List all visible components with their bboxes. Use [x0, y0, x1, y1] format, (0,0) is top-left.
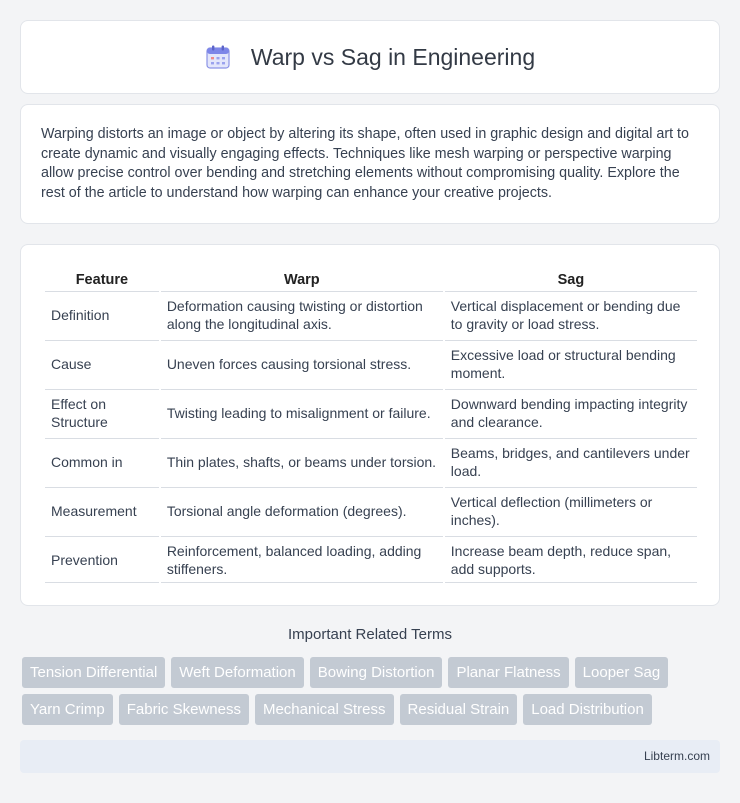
related-term-tag[interactable]: Yarn Crimp	[22, 694, 113, 725]
table-row	[45, 487, 697, 534]
header-warp: Warp	[283, 272, 320, 288]
table-row	[45, 536, 697, 583]
related-term-tag[interactable]: Bowing Distortion	[310, 657, 443, 688]
intro-card	[20, 104, 720, 224]
related-term-tag[interactable]: Mechanical Stress	[255, 694, 394, 725]
sag-cell: Downward bending impacting integrity and clearance.	[445, 389, 697, 436]
related-terms-title: Important Related Terms	[288, 626, 452, 643]
sag-cell: Increase beam depth, reduce span, add supports.	[445, 536, 697, 583]
related-term-tag[interactable]: Weft Deformation	[171, 657, 303, 688]
header-card	[20, 20, 720, 94]
sag-cell: Vertical deflection (millimeters or inches).	[445, 487, 697, 534]
feature-cell: Common in	[45, 438, 159, 485]
feature-cell: Prevention	[45, 536, 159, 583]
feature-cell: Cause	[45, 340, 159, 387]
header-sag: Sag	[557, 272, 585, 288]
related-term-tag[interactable]: Fabric Skewness	[119, 694, 249, 725]
footer	[20, 740, 720, 773]
comparison-card	[20, 244, 720, 606]
warp-cell: Uneven forces causing torsional stress.	[161, 340, 443, 387]
related-term-tag[interactable]: Residual Strain	[400, 694, 518, 725]
sag-cell: Beams, bridges, and cantilevers under load.	[445, 438, 697, 485]
footer-site-link[interactable]: Libterm.com	[643, 749, 710, 763]
sag-cell: Excessive load or structural bending moment.	[445, 340, 697, 387]
related-term-tag[interactable]: Looper Sag	[575, 657, 669, 688]
feature-cell: Measurement	[45, 487, 159, 534]
table-row	[45, 438, 697, 485]
table-row	[45, 389, 697, 436]
related-term-tag[interactable]: Tension Differential	[22, 657, 165, 688]
warp-cell: Torsional angle deformation (degrees).	[161, 487, 443, 534]
warp-cell: Twisting leading to misalignment or failure.	[161, 389, 443, 436]
warp-cell: Reinforcement, balanced loading, adding stiffeners.	[161, 536, 443, 583]
feature-cell: Effect on Structure	[45, 389, 159, 436]
table-header-row	[45, 267, 697, 289]
calendar-icon	[205, 44, 231, 70]
feature-cell: Definition	[45, 291, 159, 338]
warp-cell: Thin plates, shafts, or beams under torsion.	[161, 438, 443, 485]
page-title: Warp vs Sag in Engineering	[250, 43, 536, 70]
related-term-tag[interactable]: Planar Flatness	[448, 657, 568, 688]
comparison-table	[43, 265, 699, 585]
table-row	[45, 291, 697, 338]
header-feature: Feature	[75, 272, 129, 288]
intro-text: Warping distorts an image or object by altering its shape, often used in graphic design and digital art to create dynamic and visually engaging effects. Techniques like mesh warping or perspective warping allow precise control over bending and stretching elements without compromising quality. Explore the rest of the article to understand how warping can enhance your creative projects.	[41, 126, 689, 201]
warp-cell: Deformation causing twisting or distortion along the longitudinal axis.	[161, 291, 443, 338]
related-term-tag[interactable]: Load Distribution	[523, 694, 652, 725]
related-terms-list	[22, 657, 722, 731]
table-row	[45, 340, 697, 387]
sag-cell: Vertical displacement or bending due to gravity or load stress.	[445, 291, 697, 338]
